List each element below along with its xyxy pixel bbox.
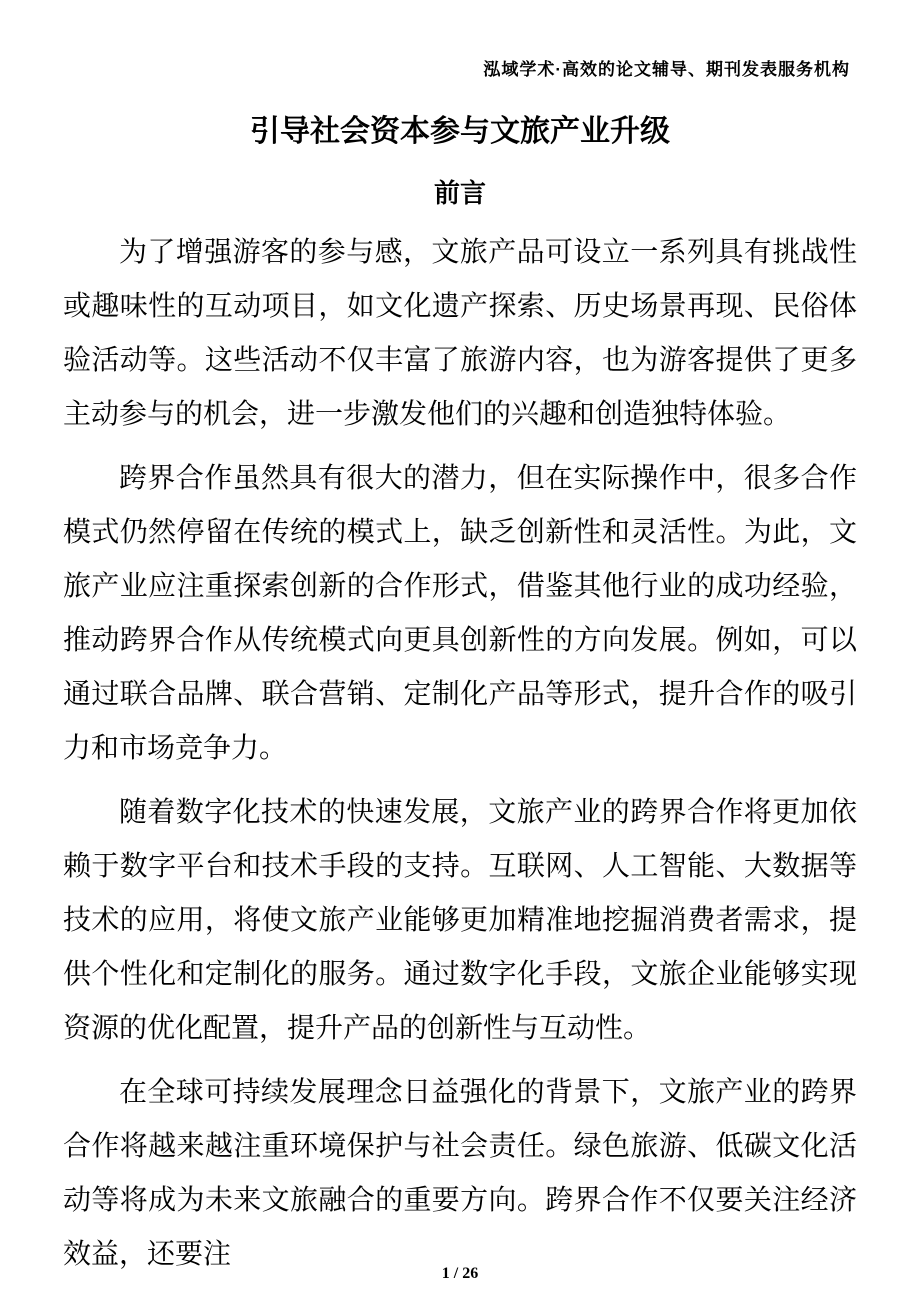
paragraph: 为了增强游客的参与感，文旅产品可设立一系列具有挑战性或趣味性的互动项目，如文化遗产探索、历史场景再现、民俗体验活动等。这些活动不仅丰富了旅游内容，也为游客提供了更多主动参与的机会，进一步激发他们的兴趣和创造独特体验。 xyxy=(63,237,857,430)
brand-line: 泓域学术·高效的论文辅导、期刊发表服务机构 xyxy=(483,60,850,79)
document-title: 引导社会资本参与文旅产业升级 xyxy=(250,115,670,148)
paragraph: 在全球可持续发展理念日益强化的背景下，文旅产业的跨界合作将越来越注重环境保护与社会责任。绿色旅游、低碳文化活动等将成为未来文旅融合的重要方向。跨界合作不仅要关注经济效益，还要注 xyxy=(63,1077,857,1270)
paragraph: 随着数字化技术的快速发展，文旅产业的跨界合作将更加依赖于数字平台和技术手段的支持。互联网、人工智能、大数据等技术的应用，将使文旅产业能够更加精准地挖掘消费者需求，提供个性化和定制化的服务。通过数字化手段，文旅企业能够实现资源的优化配置，提升产品的创新性与互动性。 xyxy=(63,797,857,1044)
page-footer xyxy=(0,1265,920,1283)
page-header xyxy=(0,58,850,82)
paragraph: 跨界合作虽然具有很大的潜力，但在实际操作中，很多合作模式仍然停留在传统的模式上，缺乏创新性和灵活性。为此，文旅产业应注重探索创新的合作形式，借鉴其他行业的成功经验，推动跨界合作从传统模式向更具创新性的方向发展。例如，可以通过联合品牌、联合营销、定制化产品等形式，提升合作的吸引力和市场竞争力。 xyxy=(63,463,857,764)
document-body xyxy=(63,226,857,1292)
page-number: 1 / 26 xyxy=(441,1265,479,1282)
section-heading-foreword: 前言 xyxy=(433,178,486,208)
